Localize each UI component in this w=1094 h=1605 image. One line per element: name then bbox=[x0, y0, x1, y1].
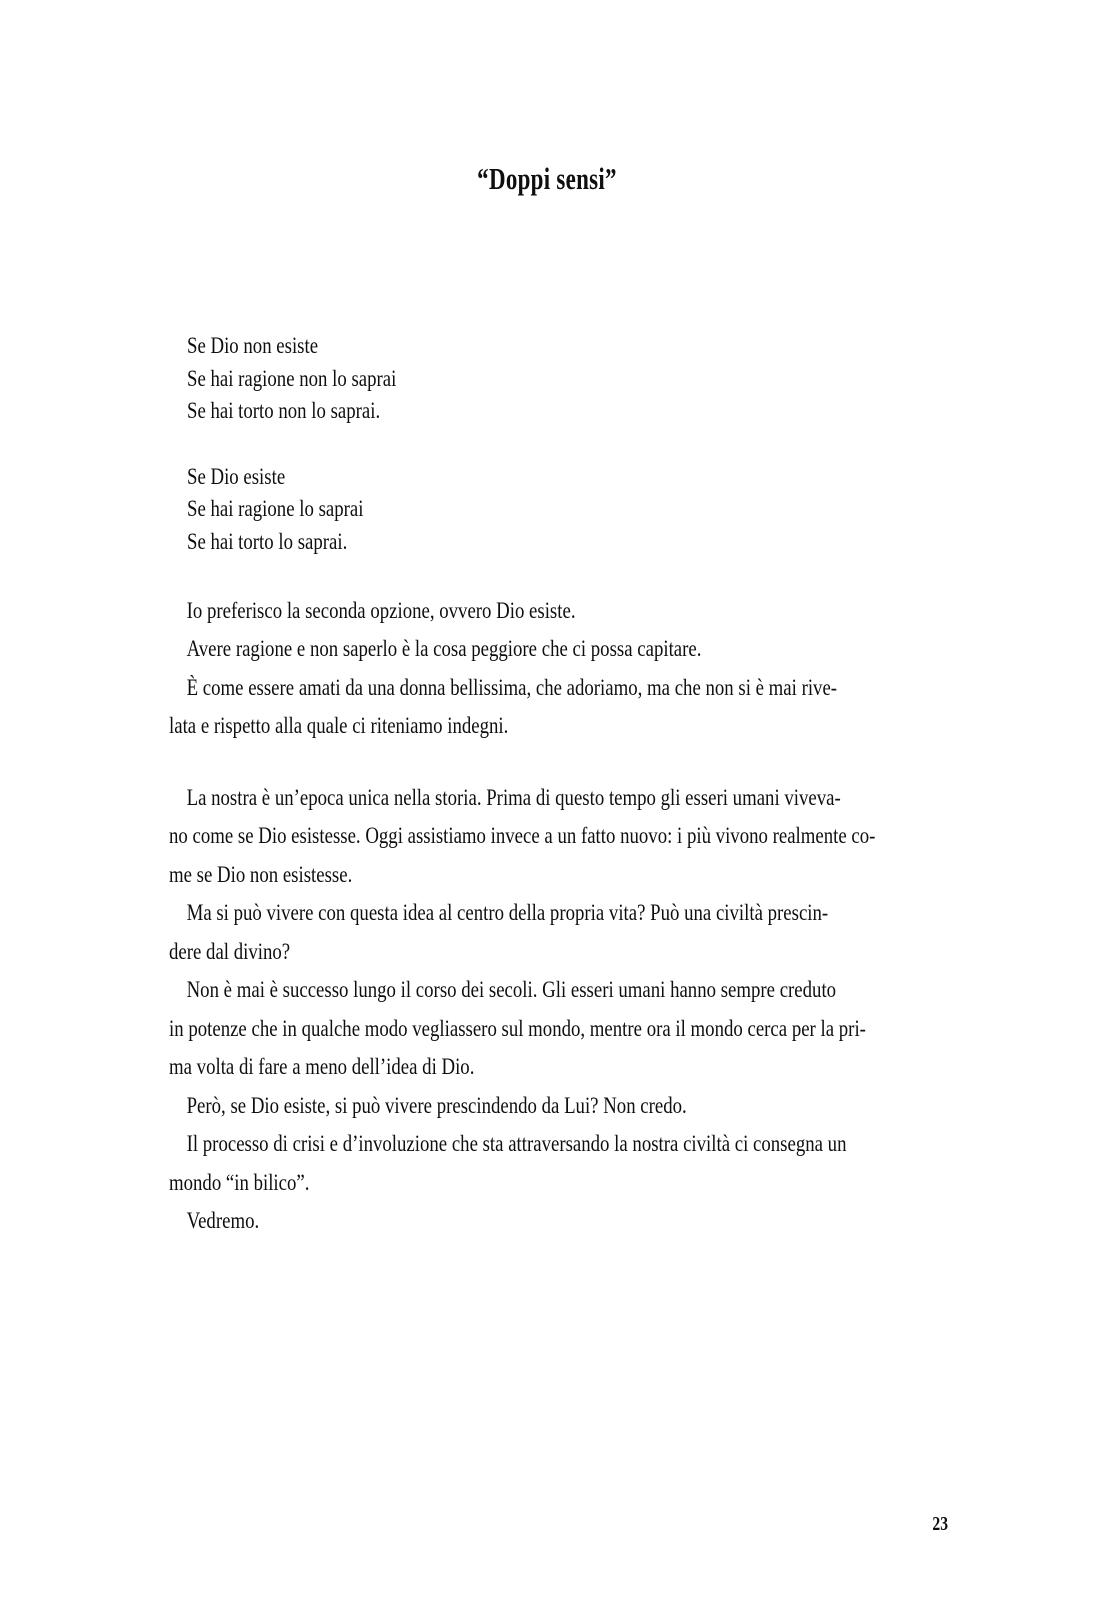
text-line: Il processo di crisi e d’involuzione che sta attraversando la nostra civiltà ci consegna un bbox=[186, 1131, 847, 1158]
page-number: 23 bbox=[932, 1513, 948, 1535]
text-line: no come se Dio esistesse. Oggi assistiamo invece a un fatto nuovo: i più vivono realmente co- bbox=[169, 823, 876, 850]
text-line: dere dal divino? bbox=[169, 938, 291, 965]
block-spacer bbox=[169, 746, 929, 779]
text-line: Io preferisco la seconda opzione, ovvero Dio esiste. bbox=[186, 597, 576, 624]
text-line: La nostra è un’epoca unica nella storia. Prima di questo tempo gli esseri umani viveva- bbox=[186, 784, 841, 811]
text-line: Avere ragione e non saperlo è la cosa peggiore che ci possa capitare. bbox=[186, 636, 702, 663]
stanza-spacer bbox=[169, 428, 929, 461]
text-line: Non è mai è successo lungo il corso dei secoli. Gli esseri umani hanno sempre creduto bbox=[186, 977, 837, 1004]
text-line: Però, se Dio esiste, si può vivere prescindendo da Lui? Non credo. bbox=[186, 1092, 687, 1119]
poem-line: Se hai torto lo saprai. bbox=[187, 528, 348, 555]
poem-line: Se hai ragione non lo saprai bbox=[187, 365, 397, 392]
poem-line: Se hai torto non lo saprai. bbox=[187, 398, 381, 425]
text-line: me se Dio non esistesse. bbox=[169, 861, 353, 888]
poem-stanza-2 bbox=[169, 461, 929, 559]
page-title: “Doppi sensi” bbox=[477, 160, 617, 196]
poem-line: Se Dio non esiste bbox=[187, 333, 319, 359]
text-line: mondo “in bilico”. bbox=[169, 1169, 310, 1196]
text-line: Vedremo. bbox=[186, 1208, 260, 1235]
text-line: in potenze che in qualche modo vegliassero sul mondo, mentre ora il mondo cerca per la pri- bbox=[169, 1015, 866, 1042]
text-line: Ma si può vivere con questa idea al centro della propria vita? Può una civiltà prescin- bbox=[186, 900, 829, 927]
paragraph-block-1 bbox=[169, 592, 929, 746]
paragraph-block-2 bbox=[169, 779, 929, 1241]
text-line: È come essere amati da una donna bellissima, che adoriamo, ma che non si è mai rive- bbox=[186, 674, 838, 701]
poem-line: Se Dio esiste bbox=[187, 463, 286, 490]
poem-stanza-1 bbox=[169, 330, 929, 428]
text-line: ma volta di fare a meno dell’idea di Dio. bbox=[169, 1054, 475, 1081]
text-column bbox=[169, 330, 929, 1241]
poem-line: Se hai ragione lo saprai bbox=[187, 496, 364, 523]
block-spacer bbox=[169, 559, 929, 592]
text-line: lata e rispetto alla quale ci riteniamo indegni. bbox=[169, 713, 509, 740]
